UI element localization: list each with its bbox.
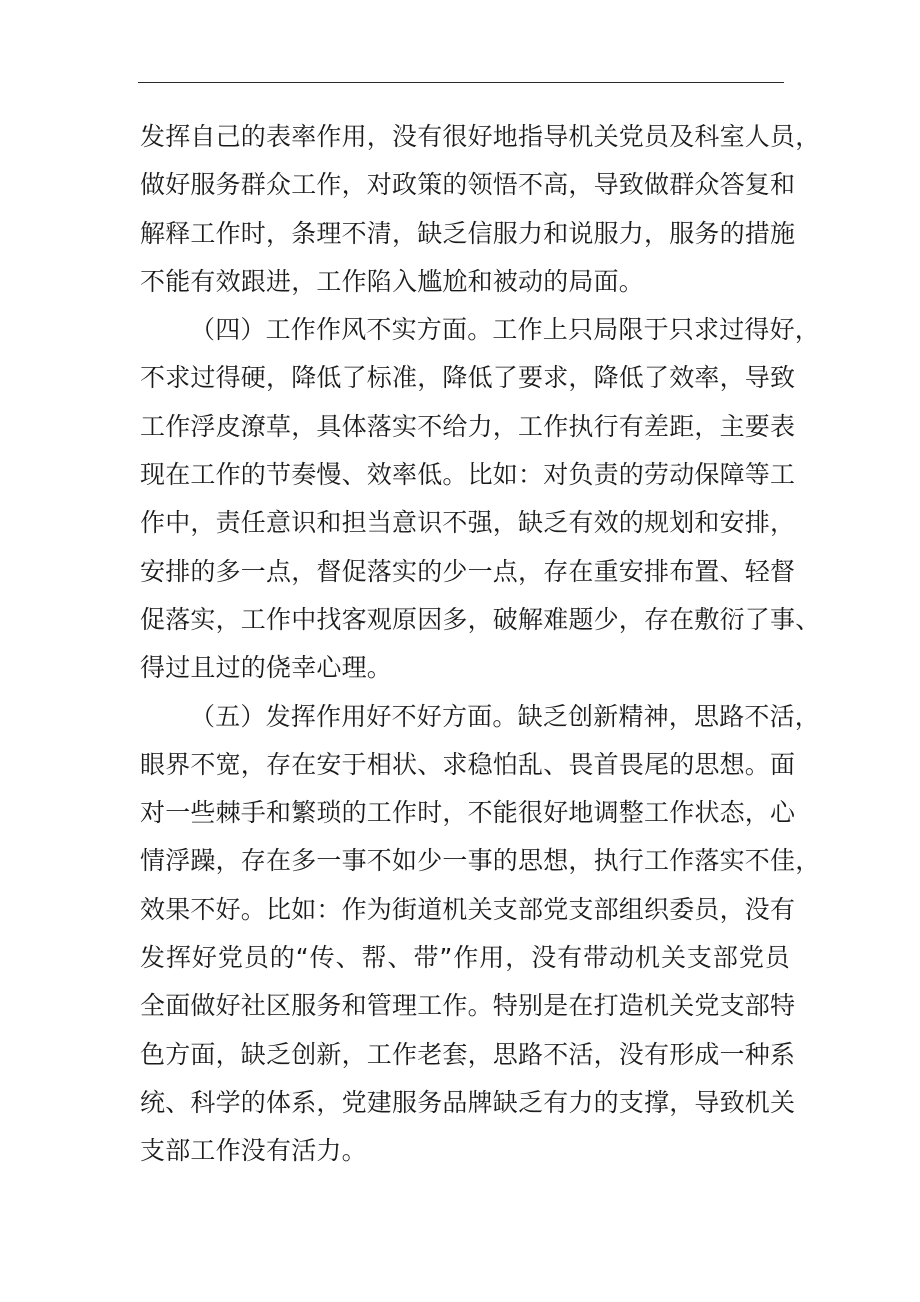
text-line: 效果不好。比如：作为街道机关支部党支部组织委员，没有 [140,894,796,924]
text-line: 对一些棘手和繁琐的工作时，不能很好地调整工作状态，心 [140,798,796,828]
text-line: 安排的多一点，督促落实的少一点，存在重安排布置、轻督 [140,556,796,586]
text-line: 现在工作的节奏慢、效率低。比如：对负责的劳动保障等工 [140,460,796,490]
paragraph-section-4 [140,306,821,692]
text-line: （五）发挥作用好不好方面。缺乏创新精神，思路不活， [190,701,821,731]
text-line: 不求过得硬，降低了标准，降低了要求，降低了效率，导致 [140,363,796,393]
text-line: 支部工作没有活力。 [140,1136,367,1166]
text-line: 眼界不宽，存在安于相状、求稳怕乱、畏首畏尾的思想。面 [140,749,796,779]
document-body [140,113,821,1176]
text-line: 促落实，工作中找客观原因多，破解难题少，存在敷衍了事、 [140,604,821,634]
text-line: 色方面，缺乏创新，工作老套，思路不活，没有形成一种系 [140,1039,796,1069]
paragraph-section-5 [140,693,821,1176]
header-rule [138,82,784,83]
text-line: 做好服务群众工作，对政策的领悟不高，导致做群众答复和 [140,170,796,200]
text-line: 不能有效跟进，工作陷入尴尬和被动的局面。 [140,266,645,296]
text-line: 得过且过的侥幸心理。 [140,653,393,683]
text-line: 发挥好党员的“传、帮、带”作用，没有带动机关支部党员 [140,943,790,973]
text-line: 全面做好社区服务和管理工作。特别是在打造机关党支部特 [140,991,796,1021]
text-line: 情浮躁，存在多一事不如少一事的思想，执行工作落实不佳， [140,846,821,876]
paragraph-continuation [140,113,821,306]
text-line: 统、科学的体系，党建服务品牌缺乏有力的支撑，导致机关 [140,1087,796,1117]
text-line: 解释工作时，条理不清，缺乏信服力和说服力，服务的措施 [140,218,796,248]
text-line: 工作浮皮潦草，具体落实不给力，工作执行有差距，主要表 [140,411,796,441]
text-line: 作中，责任意识和担当意识不强，缺乏有效的规划和安排， [140,508,796,538]
text-line: （四）工作作风不实方面。工作上只局限于只求过得好， [190,315,821,345]
text-line: 发挥自己的表率作用，没有很好地指导机关党员及科室人员， [140,122,821,151]
